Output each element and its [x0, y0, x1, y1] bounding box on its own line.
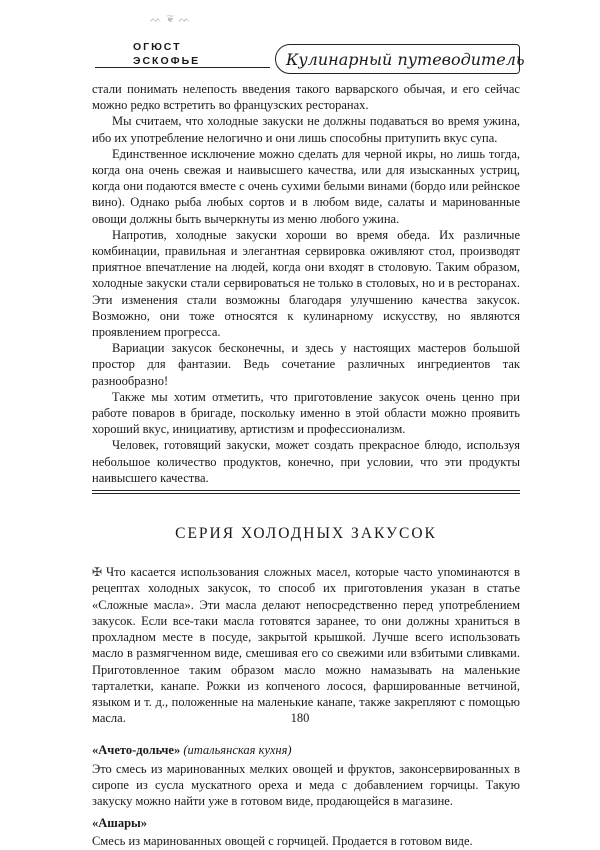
recipe-entry [92, 815, 520, 849]
page-content [92, 81, 520, 850]
paragraph: Также мы хотим отметить, что приготовление закусок очень ценно при работе поваров в бригаде, поскольку именно в этой области можно проявить хороший вкус, инициативу, артистизм и профессионализм. [92, 389, 520, 437]
paragraph: стали понимать нелепость введения такого варварского обычая, и его сейчас можно редко встретить во французских ресторанах. [92, 82, 520, 113]
section-divider [92, 490, 520, 491]
recipe-title: «Ачето-дольче» (итальянская кухня) [92, 743, 292, 758]
recipe-body: Смесь из маринованных овощей с горчицей. Продается в готовом виде. [92, 834, 473, 849]
running-head [95, 38, 525, 78]
recipe-entry [92, 742, 520, 809]
paragraph: Вариации закусок бесконечны, и здесь у настоящих мастеров большой простор для фантазии. Ведь сочетание различных ингредиентов так разнообразно! [92, 341, 520, 388]
recipe-body: Это смесь из маринованных мелких овощей и фруктов, законсервированных в сиропе из сусла мускатного ореха и меда с добавлением горчицы. Такую закуску можно найти уже в готовом виде, продающейся в магазине. [92, 761, 520, 808]
header-rule [95, 67, 270, 68]
recipe-note: (итальянская кухня) [183, 743, 292, 758]
section-intro: ✠ Что касается использования сложных масел, которые часто упоминаются в рецептах холодных закусок, то способ их приготовления указан в статье «Сложные масла». Эти масла делают непосредственно перед употреблением закусок. Если все-таки масла готовятся заранее, то они должны храниться в прохладном месте в посуде, закрытой крышкой. Лучше всего использовать масло в размягченном виде, смешивая его со свежими или взбитыми сливками. Приготовленное таким образом масло можно намазывать на маленькие тарталетки, канапе. Рожки из копченого лосося, фаршированные ветчиной, языком и т. д., положенные на маленькие канапе, также закрепляют с помощью масла. [92, 565, 520, 726]
recipe-title: «Ашары» [92, 816, 148, 831]
fleuron-icon: ✠ [92, 565, 103, 580]
author-name: ОГЮСТ ЭСКОФЬЕ [133, 41, 201, 67]
section-divider-double [92, 493, 520, 494]
book-title: Кулинарный путеводитель [275, 44, 520, 74]
paragraph: Мы считаем, что холодные закуски не должны подаваться во время ужина, ибо их употребление нелогично и они лишь способны притупить вкус супа. [92, 114, 520, 145]
section-title: СЕРИЯ ХОЛОДНЫХ ЗАКУСОК [175, 525, 437, 543]
paragraph: Напротив, холодные закуски хороши во время обеда. Их различные комбинации, правильная и элегантная сервировка оживляют стол, производят приятное впечатление на людей, когда они входят в столовую. Таким образом, холодные закуски стали сервироваться не только в столовых, но и в ресторанах. Эти изменения стали возможны благодаря улучшению качества закусок. Возможно, они тоже относятся к кулинарному искусству, но являются проявлением прогресса. [92, 227, 520, 340]
paragraph: Единственное исключение можно сделать для черной икры, но лишь тогда, когда она очень свежая и наивысшего качества, или для изысканных устриц, когда они подаются вместе с очень сухими белыми винами (бордо или рейнское вино). Однако рыба любых сортов и в любом виде, салаты и маринованные овощи должны быть вычеркнуты из меню любого ужина. [92, 146, 520, 226]
page-number: 180 [290, 711, 310, 725]
paragraph: Человек, готовящий закуски, может создать прекрасное блюдо, используя небольшое количество продуктов, конечно, при условии, что эти продукты наивысшего качества. [92, 438, 520, 485]
header-ornament: ᨓ ❦ ᨓ [150, 14, 192, 25]
